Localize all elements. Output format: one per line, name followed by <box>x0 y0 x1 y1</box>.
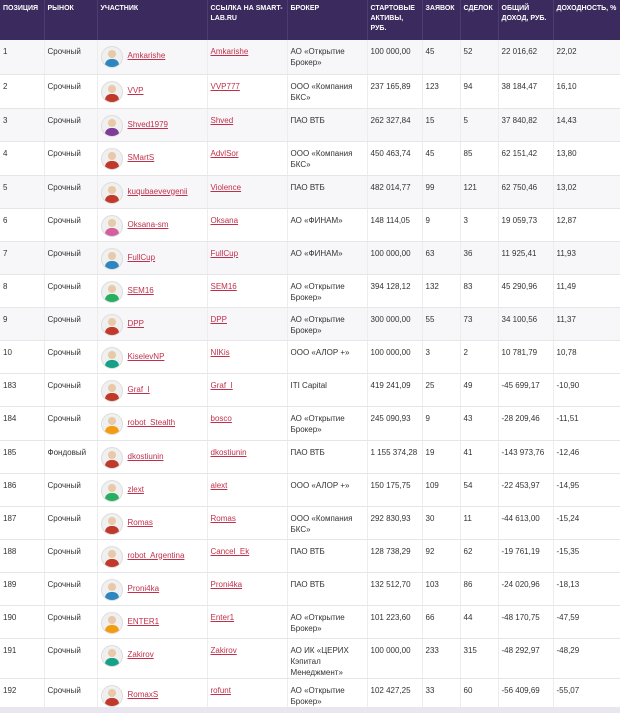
cell-broker: ПАО ВТБ <box>287 539 367 572</box>
cell-position: 7 <box>0 241 44 274</box>
cell-income: 37 840,82 <box>498 108 553 141</box>
avatar[interactable] <box>101 148 123 170</box>
table-row <box>0 274 620 307</box>
cell-deals: 41 <box>460 440 498 473</box>
cell-broker: АО «ФИНАМ» <box>287 208 367 241</box>
cell-yield: 12,87 <box>553 208 620 241</box>
avatar[interactable] <box>101 314 123 336</box>
cell-assets: 237 165,89 <box>367 74 422 108</box>
smartlab-link[interactable]: alext <box>210 480 228 490</box>
cell-participant <box>97 40 207 74</box>
cell-orders: 25 <box>422 373 460 406</box>
cell-position: 190 <box>0 605 44 638</box>
cell-market: Срочный <box>44 141 97 175</box>
table-row <box>0 340 620 373</box>
cell-market: Срочный <box>44 605 97 638</box>
avatar[interactable] <box>101 248 123 270</box>
smartlab-link[interactable]: dkostiunin <box>210 447 247 457</box>
cell-deals: 3 <box>460 208 498 241</box>
cell-market: Срочный <box>44 638 97 678</box>
cell-orders: 63 <box>422 241 460 274</box>
cell-broker: ООО «Компания БКС» <box>287 141 367 175</box>
cell-market: Срочный <box>44 74 97 108</box>
cell-orders: 132 <box>422 274 460 307</box>
cell-participant <box>97 638 207 678</box>
cell-broker: ООО «Компания БКС» <box>287 74 367 108</box>
cell-broker: АО «Открытие Брокер» <box>287 406 367 440</box>
header-orders[interactable]: ЗАЯВОК <box>422 0 460 40</box>
cell-orders: 9 <box>422 406 460 440</box>
cell-participant <box>97 74 207 108</box>
cell-link <box>207 241 287 274</box>
cell-link <box>207 572 287 605</box>
participant-link[interactable]: kuqubaevevgenii <box>127 186 188 196</box>
cell-assets: 148 114,05 <box>367 208 422 241</box>
cell-assets: 300 000,00 <box>367 307 422 340</box>
cell-position: 192 <box>0 678 44 712</box>
cell-deals: 36 <box>460 241 498 274</box>
cell-market: Срочный <box>44 572 97 605</box>
avatar[interactable] <box>101 46 123 68</box>
cell-orders: 3 <box>422 340 460 373</box>
cell-assets: 100 000,00 <box>367 340 422 373</box>
cell-market: Фондовый <box>44 440 97 473</box>
participant-link[interactable]: Amkarishe <box>127 51 166 60</box>
smartlab-link[interactable]: DPP <box>210 314 227 324</box>
cell-link <box>207 605 287 638</box>
cell-assets: 132 512,70 <box>367 572 422 605</box>
cell-position: 10 <box>0 340 44 373</box>
cell-link <box>207 406 287 440</box>
smartlab-link[interactable]: VVP777 <box>210 81 240 91</box>
cell-income: 38 184,47 <box>498 74 553 108</box>
smartlab-link[interactable]: SEM16 <box>210 281 237 291</box>
cell-participant <box>97 241 207 274</box>
smartlab-link[interactable]: Amkarishe <box>210 47 249 56</box>
cell-assets: 450 463,74 <box>367 141 422 175</box>
avatar[interactable] <box>101 281 123 303</box>
cell-orders: 233 <box>422 638 460 678</box>
cell-income: -24 020,96 <box>498 572 553 605</box>
avatar[interactable] <box>101 513 123 535</box>
participant-link[interactable]: Proni4ka <box>127 583 160 593</box>
avatar[interactable] <box>101 447 123 469</box>
cell-participant <box>97 605 207 638</box>
cell-income: 10 781,79 <box>498 340 553 373</box>
cell-position: 183 <box>0 373 44 406</box>
header-participant[interactable]: УЧАСТНИК <box>97 0 207 40</box>
scrollbar[interactable] <box>0 707 620 713</box>
cell-income: -44 613,00 <box>498 506 553 539</box>
cell-orders: 55 <box>422 307 460 340</box>
avatar[interactable] <box>101 685 123 707</box>
cell-market: Срочный <box>44 108 97 141</box>
table-row <box>0 440 620 473</box>
cell-position: 4 <box>0 141 44 175</box>
cell-yield: 10,78 <box>553 340 620 373</box>
smartlab-link[interactable]: Graf_I <box>210 380 233 390</box>
cell-position: 6 <box>0 208 44 241</box>
cell-income: 62 151,42 <box>498 141 553 175</box>
participant-link[interactable]: Shved1979 <box>127 119 168 129</box>
cell-deals: 94 <box>460 74 498 108</box>
table-row <box>0 572 620 605</box>
table-row <box>0 373 620 406</box>
cell-orders: 109 <box>422 473 460 506</box>
table-row <box>0 406 620 440</box>
cell-assets: 394 128,12 <box>367 274 422 307</box>
cell-participant <box>97 440 207 473</box>
cell-assets: 101 223,60 <box>367 605 422 638</box>
cell-orders: 103 <box>422 572 460 605</box>
avatar[interactable] <box>101 215 123 237</box>
table-row <box>0 40 620 74</box>
participant-link[interactable]: zlext <box>127 484 144 494</box>
cell-market: Срочный <box>44 241 97 274</box>
cell-position: 2 <box>0 74 44 108</box>
cell-participant <box>97 340 207 373</box>
table-row <box>0 473 620 506</box>
smartlab-link[interactable]: AdvlSor <box>210 148 239 158</box>
cell-yield: 14,43 <box>553 108 620 141</box>
participant-link[interactable]: SEM16 <box>127 285 154 295</box>
cell-yield: -47,59 <box>553 605 620 638</box>
cell-position: 8 <box>0 274 44 307</box>
cell-deals: 60 <box>460 678 498 712</box>
cell-position: 191 <box>0 638 44 678</box>
avatar[interactable] <box>101 546 123 568</box>
cell-link <box>207 208 287 241</box>
cell-assets: 100 000,00 <box>367 638 422 678</box>
cell-participant <box>97 307 207 340</box>
cell-market: Срочный <box>44 373 97 406</box>
cell-link <box>207 40 287 74</box>
table-row <box>0 108 620 141</box>
cell-deals: 44 <box>460 605 498 638</box>
cell-market: Срочный <box>44 307 97 340</box>
cell-participant <box>97 108 207 141</box>
cell-deals: 2 <box>460 340 498 373</box>
cell-income: -19 761,19 <box>498 539 553 572</box>
avatar[interactable] <box>101 480 123 502</box>
cell-yield: 13,80 <box>553 141 620 175</box>
cell-income: -48 170,75 <box>498 605 553 638</box>
cell-link <box>207 506 287 539</box>
smartlab-link[interactable]: NIKis <box>210 347 230 357</box>
smartlab-link[interactable]: rofunt <box>210 685 231 695</box>
table-row <box>0 208 620 241</box>
cell-orders: 15 <box>422 108 460 141</box>
cell-orders: 33 <box>422 678 460 712</box>
cell-deals: 52 <box>460 40 498 74</box>
cell-yield: -12,46 <box>553 440 620 473</box>
cell-link <box>207 307 287 340</box>
table-row <box>0 141 620 175</box>
avatar[interactable] <box>101 645 123 667</box>
cell-assets: 482 014,77 <box>367 175 422 208</box>
cell-income: -28 209,46 <box>498 406 553 440</box>
cell-assets: 128 738,29 <box>367 539 422 572</box>
smartlab-link[interactable]: Zakirov <box>210 645 237 655</box>
smartlab-link[interactable]: Proni4ka <box>210 579 243 589</box>
participant-link[interactable]: robot_Stealth <box>127 417 176 427</box>
cell-link <box>207 108 287 141</box>
cell-broker: ПАО ВТБ <box>287 108 367 141</box>
cell-market: Срочный <box>44 539 97 572</box>
cell-income: -143 973,76 <box>498 440 553 473</box>
cell-deals: 86 <box>460 572 498 605</box>
avatar[interactable] <box>101 347 123 369</box>
avatar[interactable] <box>101 612 123 634</box>
cell-participant <box>97 572 207 605</box>
cell-assets: 102 427,25 <box>367 678 422 712</box>
participant-link[interactable]: KiselevNP <box>127 351 165 361</box>
cell-market: Срочный <box>44 406 97 440</box>
cell-income: 19 059,73 <box>498 208 553 241</box>
header-broker[interactable]: БРОКЕР <box>287 0 367 40</box>
table-row <box>0 175 620 208</box>
cell-broker: АО «ФИНАМ» <box>287 241 367 274</box>
cell-broker: АО «Открытие Брокер» <box>287 307 367 340</box>
cell-yield: -14,95 <box>553 473 620 506</box>
cell-orders: 30 <box>422 506 460 539</box>
cell-income: -45 699,17 <box>498 373 553 406</box>
cell-yield: 16,10 <box>553 74 620 108</box>
participant-link[interactable]: Zakirov <box>127 649 154 659</box>
cell-market: Срочный <box>44 274 97 307</box>
cell-income: 22 016,62 <box>498 40 553 74</box>
cell-yield: 13,02 <box>553 175 620 208</box>
cell-position: 3 <box>0 108 44 141</box>
cell-broker: ПАО ВТБ <box>287 572 367 605</box>
avatar[interactable] <box>101 413 123 435</box>
cell-yield: -48,29 <box>553 638 620 678</box>
cell-link <box>207 638 287 678</box>
cell-yield: -15,24 <box>553 506 620 539</box>
avatar[interactable] <box>101 81 123 103</box>
participant-link[interactable]: dkostiunin <box>127 451 164 461</box>
cell-broker: АО «Открытие Брокер» <box>287 605 367 638</box>
cell-deals: 43 <box>460 406 498 440</box>
cell-participant <box>97 406 207 440</box>
cell-yield: 22,02 <box>553 40 620 74</box>
cell-link <box>207 74 287 108</box>
cell-link <box>207 274 287 307</box>
participant-link[interactable]: Romas <box>127 517 153 527</box>
smartlab-link[interactable]: Violence <box>210 182 242 192</box>
cell-deals: 49 <box>460 373 498 406</box>
cell-link <box>207 539 287 572</box>
cell-income: 62 750,46 <box>498 175 553 208</box>
cell-assets: 100 000,00 <box>367 40 422 74</box>
participant-link[interactable]: DPP <box>127 318 144 328</box>
cell-yield: -15,35 <box>553 539 620 572</box>
cell-deals: 11 <box>460 506 498 539</box>
cell-yield: 11,37 <box>553 307 620 340</box>
cell-position: 1 <box>0 40 44 74</box>
cell-participant <box>97 141 207 175</box>
cell-market: Срочный <box>44 678 97 712</box>
cell-income: 45 290,96 <box>498 274 553 307</box>
cell-orders: 123 <box>422 74 460 108</box>
cell-participant <box>97 175 207 208</box>
participant-link[interactable]: robot_Argentina <box>127 550 185 560</box>
table-row <box>0 539 620 572</box>
cell-participant <box>97 208 207 241</box>
smartlab-link[interactable]: bosco <box>210 413 232 423</box>
cell-link <box>207 373 287 406</box>
avatar[interactable] <box>101 115 123 137</box>
header-deals[interactable]: СДЕЛОК <box>460 0 498 40</box>
cell-participant <box>97 274 207 307</box>
cell-participant <box>97 539 207 572</box>
cell-deals: 5 <box>460 108 498 141</box>
cell-assets: 262 327,84 <box>367 108 422 141</box>
participant-link[interactable]: Graf_I <box>127 384 150 394</box>
cell-broker: АО «Открытие Брокер» <box>287 678 367 712</box>
cell-market: Срочный <box>44 175 97 208</box>
cell-orders: 45 <box>422 141 460 175</box>
cell-income: 34 100,56 <box>498 307 553 340</box>
cell-broker: АО «Открытие Брокер» <box>287 40 367 74</box>
cell-yield: -55,07 <box>553 678 620 712</box>
cell-link <box>207 473 287 506</box>
cell-assets: 1 155 374,28 <box>367 440 422 473</box>
cell-broker: АО «Открытие Брокер» <box>287 274 367 307</box>
smartlab-link[interactable]: Oksana <box>210 215 239 225</box>
cell-broker: ПАО ВТБ <box>287 175 367 208</box>
cell-yield: -18,13 <box>553 572 620 605</box>
cell-broker: АО ИК «ЦЕРИХ Кэпитал Менеджмент» <box>287 638 367 678</box>
cell-yield: -11,51 <box>553 406 620 440</box>
table-row <box>0 74 620 108</box>
header-market[interactable]: РЫНОК <box>44 0 97 40</box>
cell-yield: 11,93 <box>553 241 620 274</box>
cell-position: 184 <box>0 406 44 440</box>
cell-deals: 315 <box>460 638 498 678</box>
cell-assets: 245 090,93 <box>367 406 422 440</box>
cell-market: Срочный <box>44 340 97 373</box>
cell-participant <box>97 373 207 406</box>
cell-link <box>207 440 287 473</box>
cell-orders: 9 <box>422 208 460 241</box>
cell-market: Срочный <box>44 208 97 241</box>
cell-orders: 45 <box>422 40 460 74</box>
participant-link[interactable]: RomaxS <box>127 689 159 699</box>
smartlab-link[interactable]: Cancel_Ek <box>210 546 250 556</box>
participant-link[interactable]: FullCup <box>127 252 156 262</box>
table-header <box>0 0 620 40</box>
cell-assets: 292 830,93 <box>367 506 422 539</box>
cell-broker: ООО «АЛОР +» <box>287 473 367 506</box>
cell-orders: 99 <box>422 175 460 208</box>
table-row <box>0 506 620 539</box>
cell-broker: ООО «Компания БКС» <box>287 506 367 539</box>
cell-position: 185 <box>0 440 44 473</box>
cell-position: 187 <box>0 506 44 539</box>
cell-link <box>207 141 287 175</box>
cell-income: -56 409,69 <box>498 678 553 712</box>
cell-deals: 73 <box>460 307 498 340</box>
header-position[interactable]: ПОЗИЦИЯ <box>0 0 44 40</box>
cell-deals: 85 <box>460 141 498 175</box>
cell-deals: 121 <box>460 175 498 208</box>
table-row <box>0 605 620 638</box>
table-row <box>0 241 620 274</box>
cell-yield: -10,90 <box>553 373 620 406</box>
smartlab-link[interactable]: Enter1 <box>210 612 235 622</box>
cell-participant <box>97 473 207 506</box>
cell-position: 186 <box>0 473 44 506</box>
header-link[interactable]: ССЫЛКА НА SMART-LAB.RU <box>207 0 287 40</box>
cell-position: 9 <box>0 307 44 340</box>
header-income[interactable]: ОБЩИЙ ДОХОД, РУБ. <box>498 0 553 40</box>
cell-participant <box>97 506 207 539</box>
cell-position: 189 <box>0 572 44 605</box>
header-assets[interactable]: СТАРТОВЫЕ АКТИВЫ, РУБ. <box>367 0 422 40</box>
table-body <box>0 40 620 712</box>
cell-broker: ООО «АЛОР +» <box>287 340 367 373</box>
cell-income: 11 925,41 <box>498 241 553 274</box>
smartlab-link[interactable]: Romas <box>210 513 236 523</box>
cell-broker: ПАО ВТБ <box>287 440 367 473</box>
participant-link[interactable]: VVP <box>127 85 144 95</box>
cell-position: 188 <box>0 539 44 572</box>
cell-assets: 100 000,00 <box>367 241 422 274</box>
cell-deals: 62 <box>460 539 498 572</box>
cell-orders: 19 <box>422 440 460 473</box>
table-row <box>0 307 620 340</box>
cell-assets: 150 175,75 <box>367 473 422 506</box>
participant-link[interactable]: ENTER1 <box>127 616 160 626</box>
table-row <box>0 638 620 678</box>
cell-link <box>207 340 287 373</box>
avatar[interactable] <box>101 380 123 402</box>
participant-link[interactable]: Oksana-sm <box>127 219 169 229</box>
cell-orders: 92 <box>422 539 460 572</box>
participant-link[interactable]: SMartS <box>127 152 155 162</box>
cell-market: Срочный <box>44 40 97 74</box>
header-yield[interactable]: ДОХОДНОСТЬ, % <box>553 0 620 40</box>
cell-deals: 54 <box>460 473 498 506</box>
smartlab-link[interactable]: Shved <box>210 115 234 125</box>
cell-position: 5 <box>0 175 44 208</box>
cell-orders: 66 <box>422 605 460 638</box>
avatar[interactable] <box>101 182 123 204</box>
smartlab-link[interactable]: FullCup <box>210 248 239 258</box>
cell-yield: 11,49 <box>553 274 620 307</box>
cell-income: -22 453,97 <box>498 473 553 506</box>
cell-link <box>207 175 287 208</box>
cell-broker: ITI Capital <box>287 373 367 406</box>
avatar[interactable] <box>101 579 123 601</box>
cell-market: Срочный <box>44 506 97 539</box>
cell-deals: 83 <box>460 274 498 307</box>
cell-income: -48 292,97 <box>498 638 553 678</box>
cell-market: Срочный <box>44 473 97 506</box>
cell-assets: 419 241,09 <box>367 373 422 406</box>
